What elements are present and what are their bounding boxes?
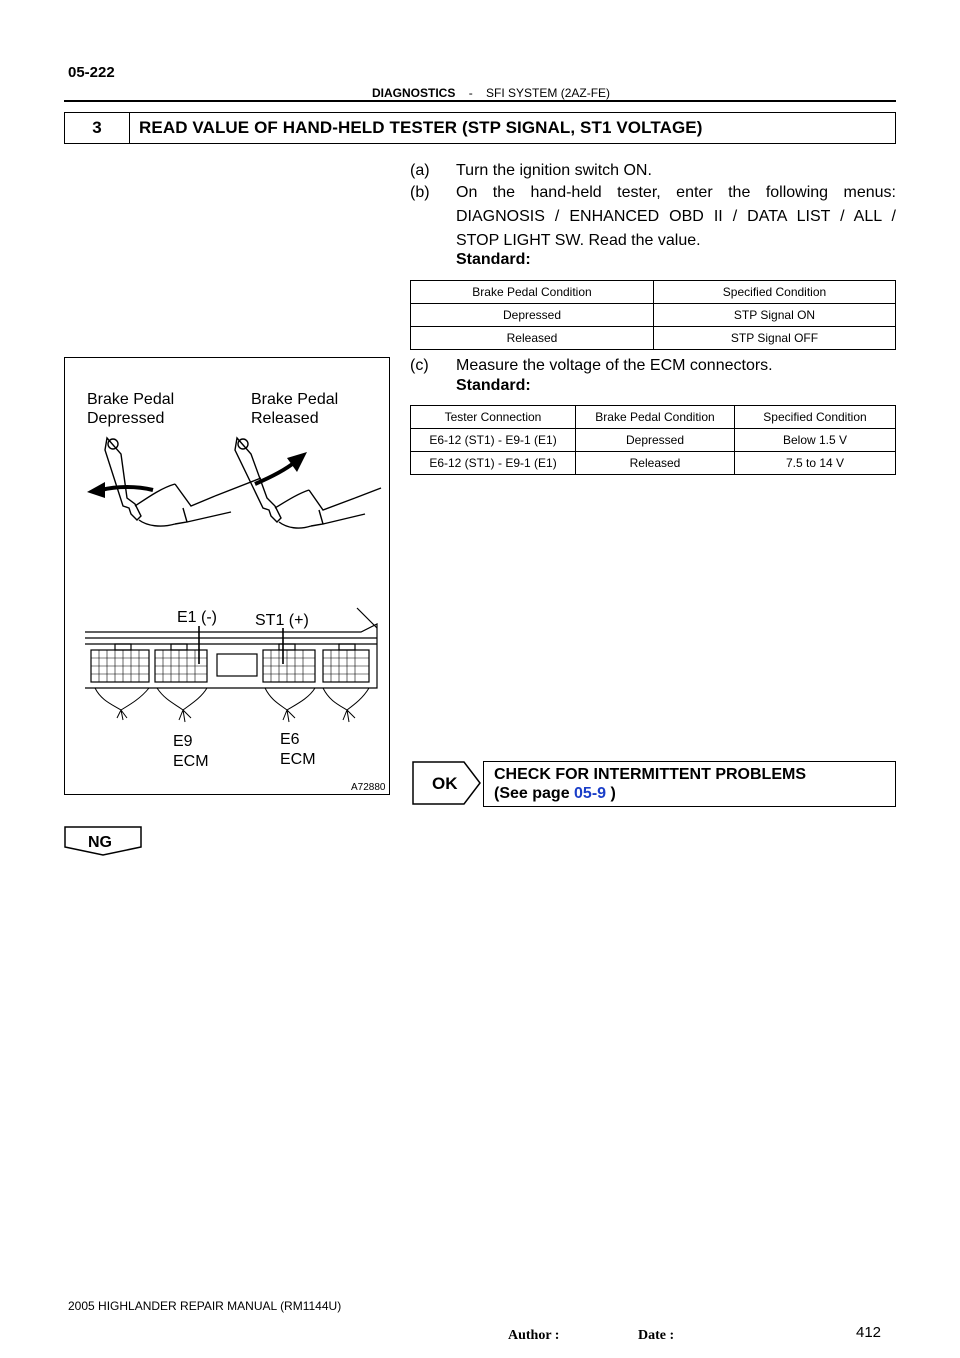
ng-label: NG [88,834,112,851]
label-terminal-e1: E1 (-) [177,609,217,626]
instruction-b [410,181,896,253]
connector-pin-grid [91,650,369,682]
arrow-released-head [287,452,307,472]
footer-manual-title: 2005 HIGHLANDER REPAIR MANUAL (RM1144U) [68,1299,342,1313]
label-released-1: Brake Pedal [251,391,339,408]
label-connector-e9-ecm: ECM [173,753,209,770]
ok-label: OK [432,774,458,793]
table-cell: 7.5 to 14 V [735,452,896,475]
page-number: 05-222 [68,64,115,81]
table-cell: Released [411,327,654,350]
header-section: DIAGNOSTICS [372,86,456,100]
label-depressed-1: Brake Pedal [87,391,175,408]
instruction-b-label: (b) [410,184,430,201]
table-header-cell: Specified Condition [654,281,896,304]
label-released-2: Released [251,410,319,427]
table-cell: STP Signal OFF [654,327,896,350]
label-connector-e9: E9 [173,733,193,750]
ok-action-line1: CHECK FOR INTERMITTENT PROBLEMS [494,766,806,783]
table-cell: STP Signal ON [654,304,896,327]
standard-label-2: Standard: [456,377,531,394]
arrow-depressed-head [87,482,105,498]
table-row [411,327,896,350]
footer-page-number: 412 [856,1324,882,1341]
figure-id: A72880 [351,782,386,793]
ng-arrow-badge [64,826,142,856]
table-row [411,304,896,327]
instruction-b-line3: STOP LIGHT SW. Read the value. [456,232,701,249]
label-connector-e6-ecm: ECM [280,751,316,768]
table-row [411,429,896,452]
footer-author-label: Author : [508,1328,560,1343]
header-system: SFI SYSTEM (2AZ-FE) [486,86,611,100]
label-terminal-st1: ST1 (+) [255,612,309,629]
ok-action-line2 [494,785,616,803]
pedal-depressed-drawing [105,438,261,526]
table-header-cell: Specified Condition [735,406,896,429]
instruction-a-label: (a) [410,162,430,179]
wire-harness-drawing [95,688,369,722]
instruction-a [410,159,896,183]
ok-see-page-prefix: (See page [494,785,575,802]
table-header-cell: Tester Connection [411,406,576,429]
instruction-b-line2: DIAGNOSIS / ENHANCED OBD II / DATA LIST / ALL / [456,208,896,225]
standard-label-1: Standard: [456,251,531,268]
ok-arrow-badge [412,761,482,805]
ok-action-box [483,761,896,807]
table-header-row [411,281,896,304]
ok-see-page-suffix: ) [606,785,616,802]
ecm-connector-drawing [85,608,377,688]
table-header-cell: Brake Pedal Condition [411,281,654,304]
arrow-depressed [101,487,153,490]
instruction-c-label: (c) [410,357,429,374]
page-reference-link[interactable]: 05-9 [574,785,607,802]
header-separator: - [468,86,473,100]
figure-drawing [65,358,389,794]
table-cell: Depressed [411,304,654,327]
label-depressed-2: Depressed [87,410,165,427]
instruction-c-text: Measure the voltage of the ECM connectors. [456,357,773,374]
table-cell: E6-12 (ST1) - E9-1 (E1) [411,452,576,475]
table-row [411,452,896,475]
arrow-released [255,462,295,484]
step-number: 3 [65,113,130,143]
label-connector-e6: E6 [280,731,300,748]
step-title: READ VALUE OF HAND-HELD TESTER (STP SIGNAL, ST1 VOLTAGE) [139,118,703,137]
running-header [372,86,610,100]
table-cell: Released [576,452,735,475]
table-header-cell: Brake Pedal Condition [576,406,735,429]
table-header-row [411,406,896,429]
step-heading [64,112,896,144]
stp-signal-table [410,280,896,350]
instruction-b-line1: On the hand-held tester, enter the following menus: [456,184,896,201]
instruction-a-text: Turn the ignition switch ON. [456,162,652,179]
table-cell: Depressed [576,429,735,452]
st1-voltage-table [410,405,896,475]
footer-date-label: Date : [638,1328,675,1343]
table-cell: E6-12 (ST1) - E9-1 (E1) [411,429,576,452]
brake-pedal-ecm-figure [64,357,390,795]
instruction-c [410,354,896,378]
header-rule [64,100,896,102]
table-cell: Below 1.5 V [735,429,896,452]
